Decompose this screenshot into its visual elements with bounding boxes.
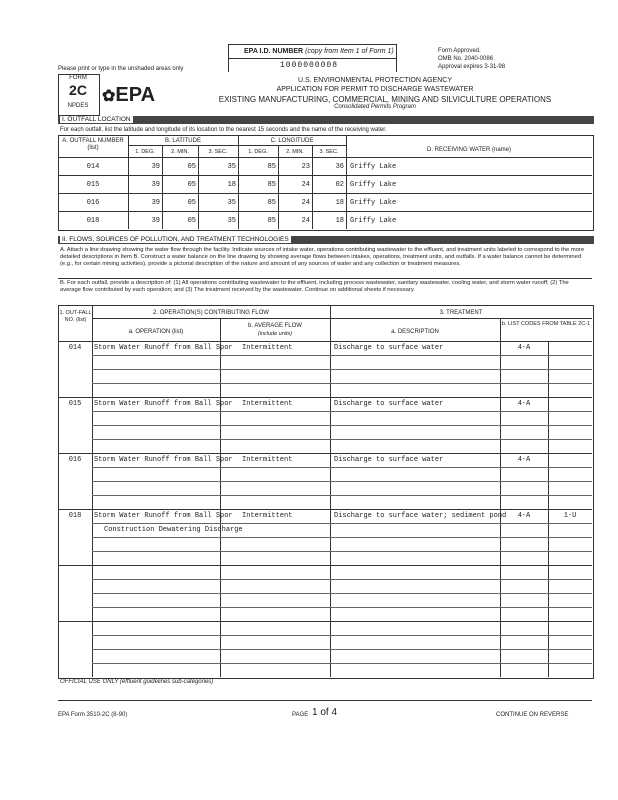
location-lon-min: 24 — [301, 199, 310, 207]
flow-code1: 4-A — [517, 344, 531, 352]
col-latitude: B. LATITUDE — [165, 138, 201, 144]
flow-code2: 1-U — [563, 512, 577, 520]
flow-flow: Intermittent — [242, 512, 293, 520]
location-lat-deg: 39 — [151, 181, 160, 189]
flow-operation: Storm Water Runoff from Ball Spor — [94, 512, 233, 520]
flow-outfall: 014 — [68, 344, 82, 352]
col-operations: 2. OPERATION(S) CONTRIBUTING FLOW — [153, 310, 269, 316]
flow-code1: 4-A — [517, 456, 531, 464]
col-outfall-no: 1. OUT-FALL NO. (list) — [59, 310, 92, 323]
title-line-1: APPLICATION FOR PERMIT TO DISCHARGE WASTEWATER — [276, 86, 474, 93]
sub-lon-min: 2. MIN. — [286, 149, 304, 155]
flow-operation: Storm Water Runoff from Ball Spor — [94, 344, 233, 352]
flow-outfall: 016 — [68, 456, 82, 464]
epa-id-label: EPA I.D. NUMBER (copy from Item 1 of Form 1) — [244, 48, 394, 55]
flow-description: Discharge to surface water; sediment pond — [334, 512, 507, 520]
flow-code1: 4-A — [517, 400, 531, 408]
location-lat-sec: 35 — [227, 199, 236, 207]
location-lat-min: 05 — [187, 181, 196, 189]
location-lon-sec: 18 — [335, 199, 344, 207]
col-avg-flow: b. AVERAGE FLOW — [248, 323, 302, 329]
form-label: FORM — [69, 75, 87, 81]
section1-instruction: For each outfall, list the latitude and longitude of its location to the nearest 15 seconds and the name of the receiving water. — [60, 127, 387, 133]
sub-lat-min: 2. MIN. — [171, 149, 189, 155]
official-use: OFFICIAL USE ONLY (effluent guidelines sub-categories) — [60, 679, 214, 685]
location-lat-sec: 18 — [227, 181, 236, 189]
col-treatment: 3. TREATMENT — [439, 310, 483, 316]
location-lon-sec: 36 — [335, 163, 344, 171]
section2-item-a: A. Attach a line drawing showing the water flow through the facility. Indicate sources of intake water, operations contributing wastewater to the effluent, and treatment units labeled to correspond to the more detailed descriptions in Item B. Construct a water balance on the line drawing by showing average flows between intakes, operations, treatment units, and outfalls. If a water balance cannot be determined (e.g., for certain mining activities), provide a pictorial description of the nature and amount of any sources of water and any collection or treatment measures. — [60, 247, 585, 267]
col-description: a. DESCRIPTION — [391, 329, 439, 335]
flow-operation: Storm Water Runoff from Ball Spor — [94, 456, 233, 464]
location-lon-deg: 85 — [267, 181, 276, 189]
epa-id-value: 1000000008 — [280, 61, 339, 70]
location-lat-deg: 39 — [151, 217, 160, 225]
location-lat-sec: 35 — [227, 217, 236, 225]
approval-expires: Approval expires 3-31-98 — [438, 64, 506, 70]
flow-description: Discharge to surface water — [334, 400, 444, 408]
flow-description: Discharge to surface water — [334, 456, 444, 464]
form-number: 2C — [69, 82, 87, 98]
flow-outfall: 015 — [68, 400, 82, 408]
sub-lon-deg: 1. DEG. — [248, 149, 268, 155]
epa-flower-icon: ✿ — [102, 88, 116, 105]
flow-operation-2: Construction Dewatering Discharge — [104, 526, 243, 534]
location-lon-deg: 85 — [267, 217, 276, 225]
col-avg-flow-note: (include units) — [257, 331, 293, 337]
agency-name: U.S. ENVIRONMENTAL PROTECTION AGENCY — [297, 77, 453, 84]
location-lon-deg: 85 — [267, 163, 276, 171]
flow-code1: 4-A — [517, 512, 531, 520]
location-lat-deg: 39 — [151, 199, 160, 207]
location-lat-min: 05 — [187, 163, 196, 171]
location-water: Griffy Lake — [350, 217, 397, 225]
flow-flow: Intermittent — [242, 344, 293, 352]
continue-on-reverse: CONTINUE ON REVERSE — [496, 712, 569, 718]
section2-item-b: B. For each outfall, provide a description of: (1) All operations contributing wastewater to the effluent, including process wastewater, sanitary wastewater, cooling water, and storm water runoff; (2) The average flow contributed by each operation; and (3) The treatment received by the wastewater. Continue on additional sheets if necessary. — [60, 280, 569, 293]
sub-lat-deg: 1. DEG. — [135, 149, 155, 155]
page-label: PAGE — [292, 712, 309, 718]
flow-description: Discharge to surface water — [334, 344, 444, 352]
flows-table — [58, 305, 594, 679]
location-lat-min: 05 — [187, 199, 196, 207]
omb-number: OMB No. 2040-0086 — [438, 56, 494, 62]
location-lon-sec: 02 — [335, 181, 344, 189]
page-number: 1 of 4 — [312, 707, 338, 718]
print-note: Please print or type in the unshaded areas only — [58, 66, 184, 72]
col-outfall-number: A. OUTFALL NUMBER (list) — [62, 138, 124, 151]
sub-lon-sec: 3. SEC. — [319, 149, 339, 155]
title-line-2: EXISTING MANUFACTURING, COMMERCIAL, MINING AND SILVICULTURE OPERATIONS — [218, 95, 552, 104]
section1-title: I. OUTFALL LOCATION — [58, 116, 594, 124]
subtitle: Consolidated Permits Program — [334, 104, 416, 110]
location-lat-min: 05 — [187, 217, 196, 225]
location-outfall: 015 — [86, 181, 100, 189]
col-receiving-water: D. RECEIVING WATER (name) — [426, 147, 511, 153]
location-lon-min: 23 — [301, 163, 310, 171]
flow-operation: Storm Water Runoff from Ball Spor — [94, 400, 233, 408]
col-codes: b. LIST CODES FROM TABLE 2C-1 — [501, 321, 591, 327]
location-outfall: 014 — [86, 163, 100, 171]
form-id: EPA Form 3510-2C (8-90) — [58, 712, 128, 718]
flow-outfall: 018 — [68, 512, 82, 520]
location-lat-deg: 39 — [151, 163, 160, 171]
location-lon-sec: 18 — [335, 217, 344, 225]
location-lon-min: 24 — [301, 181, 310, 189]
location-lon-deg: 85 — [267, 199, 276, 207]
location-outfall: 016 — [86, 199, 100, 207]
col-longitude: C. LONGITUDE — [270, 138, 314, 144]
sub-lat-sec: 3. SEC. — [208, 149, 228, 155]
location-water: Griffy Lake — [350, 181, 397, 189]
section2-title: II. FLOWS, SOURCES OF POLLUTION, AND TREATMENT TECHNOLOGIES — [58, 236, 594, 244]
form-npdes: NPDES — [67, 103, 89, 109]
col-operation: a. OPERATION (list) — [128, 329, 184, 335]
epa-logo: ✿EPA — [102, 84, 156, 106]
location-lon-min: 24 — [301, 217, 310, 225]
epa-id-note: (copy from Item 1 of Form 1) — [305, 48, 394, 55]
flow-flow: Intermittent — [242, 456, 293, 464]
location-water: Griffy Lake — [350, 163, 397, 171]
location-lat-sec: 35 — [227, 163, 236, 171]
location-water: Griffy Lake — [350, 199, 397, 207]
flow-flow: Intermittent — [242, 400, 293, 408]
location-outfall: 018 — [86, 217, 100, 225]
form-approved: Form Approved. — [438, 48, 481, 54]
